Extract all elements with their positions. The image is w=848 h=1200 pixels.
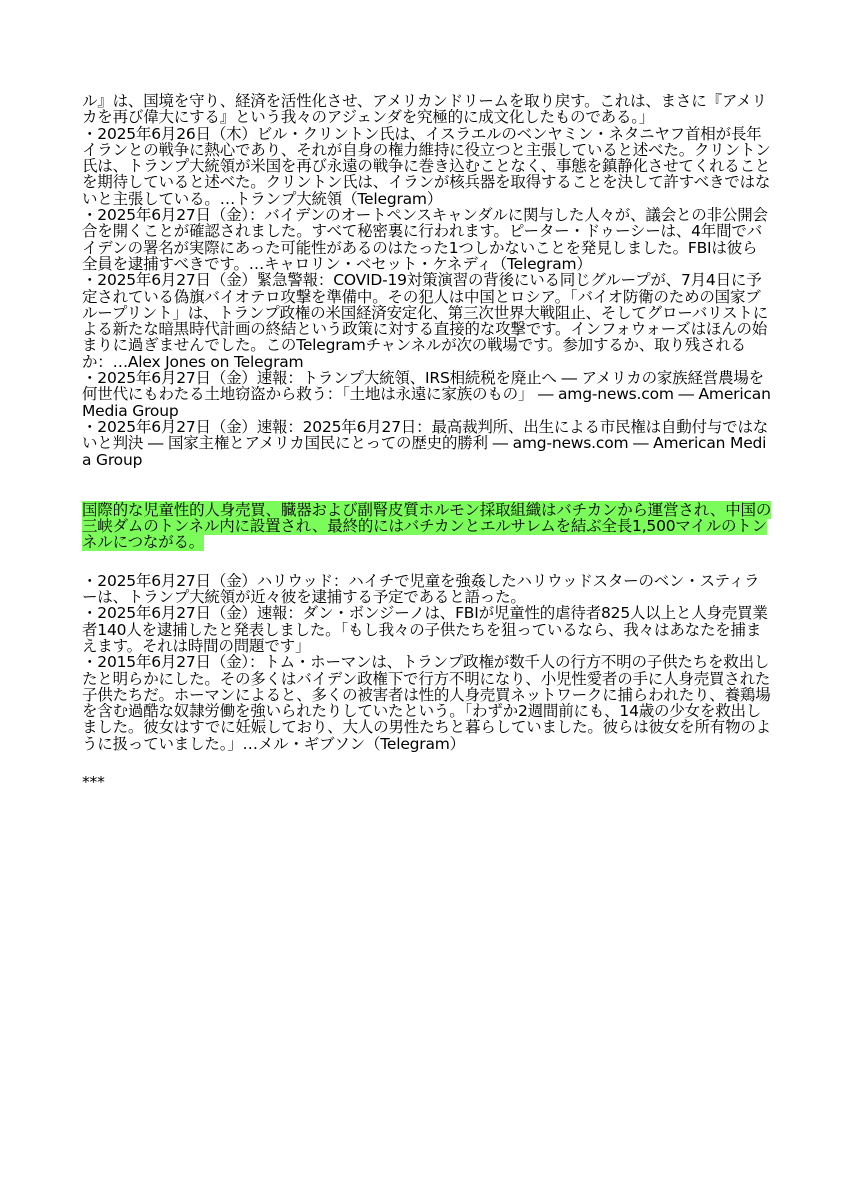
highlighted-paragraph — [82, 502, 772, 551]
news-item: ・2025年6月26日（木）ビル・クリントン氏は、イスラエルのベンヤミン・ネタニヤフ首相が長年イランとの戦争に熱心であり、それが自身の権力維持に役立つと主張していると述べた。クリントン氏は、トランプ大統領が米国を再び永遠の戦争に巻き込むことなく、事態を鎮静化させてくれることを期待していると述べた。クリントン氏は、イランが核兵器を取得することを決して許すべきではないと主張している。…トランプ大統領（Telegram） — [82, 124, 771, 208]
intro-paragraph: ル』は、国境を守り、経済を活性化させ、アメリカンドリームを取り戻す。これは、まさに『アメリカを再び偉大にする』という我々のアジェンダを究極的に成文化したものである。」 — [82, 92, 767, 127]
news-item: ・2025年6月27日（金）：バイデンのオートペンスキャンダルに関与した人々が、議会との非公開会合を開くことが確認されました。すべて秘密裏に行われます。ピーター・ドゥーシーは、4年間でバイデンの署名が実際にあった可能性があるのはたった1つしかないことを発見しました。FBIは彼ら全員を逮捕すべきです。…キャロリン・ベセット・ケネディ（Telegram） — [82, 206, 768, 273]
news-item: ・2025年6月27日（金）速報：ダン・ボンジーノは、FBIが児童性的虐待者825人以上と人身売買業者140人を逮捕したと発表しました。「もし我々の子供たちを狙っているなら、我々はあなたを捕まえます。それは時間の問題です」 — [82, 604, 768, 655]
spacer — [82, 752, 772, 774]
news-item: ・2015年6月27日（金）：トム・ホーマンは、トランプ政権が数千人の行方不明の子供たちを救出したと明らかにした。その多くはバイデン政権下で行方不明になり、小児性愛者の手に人身売買された子供たちだ。ホーマンによると、多くの被害者は性的人身売買ネットワークに捕らわれたり、養鶏場を含む過酷な奴隷労働を強いられたりしていたという。「わずか2週間前にも、14歳の少女を救出しました。彼女はすでに妊娠しており、大人の男性たちと暮らしていました。彼らは彼女を所有物のように扱っていました。」…メル・ギブソン（Telegram） — [82, 653, 771, 753]
spacer — [82, 468, 772, 502]
news-item: ・2025年6月27日（金）ハリウッド：ハイチで児童を強姦したハリウッドスターのベン・スティラーは、トランプ大統領が近々彼を逮捕する予定であると語った。 — [82, 571, 760, 607]
document-body — [82, 92, 776, 791]
spacer — [82, 551, 772, 573]
section-separator: *** — [82, 772, 105, 791]
news-item: ・2025年6月27日（金）緊急警報：COVID-19対策演習の背後にいる同じグループが、7月4日に予定されている偽旗バイオテロ攻撃を準備中。その犯人は中国とロシア。「バイオ防衛のための国家ブループリント」は、トランプ政権の米国経済安定化、第三次世界大戦阻止、そしてグローバリストによる新たな暗黒時代計画の終結という政策に対する直接的な攻撃です。インフォウォーズはほんの始まりに過ぎませんでした。このTelegramチャンネルが次の戦場です。参加するか、取り残されるか：…Alex Jones on Telegram — [82, 271, 769, 371]
highlight-text: 国際的な児童性的人身売買、臓器および副腎皮質ホルモン採取組織はバチカンから運営され、中国の三峡ダムのトンネル内に設置され、最終的にはバチカンとエルサレムを結ぶ全長1,500マイルのトンネルにつながる。 — [82, 500, 772, 552]
news-item: ・2025年6月27日（金）速報：トランプ大統領、IRS相続税を廃止へ ― アメリカの家族経営農場を何世代にもわたる土地窃盗から救う：「土地は永遠に家族のもの」 ― amg-news.com ― American Media Group — [82, 369, 776, 420]
news-item: ・2025年6月27日（金）速報：2025年6月27日：最高裁判所、出生による市民権は自動付与ではないと判決 ― 国家主権とアメリカ国民にとっての歴史的勝利 ― amg-news.com ― American Media Group — [82, 417, 769, 469]
